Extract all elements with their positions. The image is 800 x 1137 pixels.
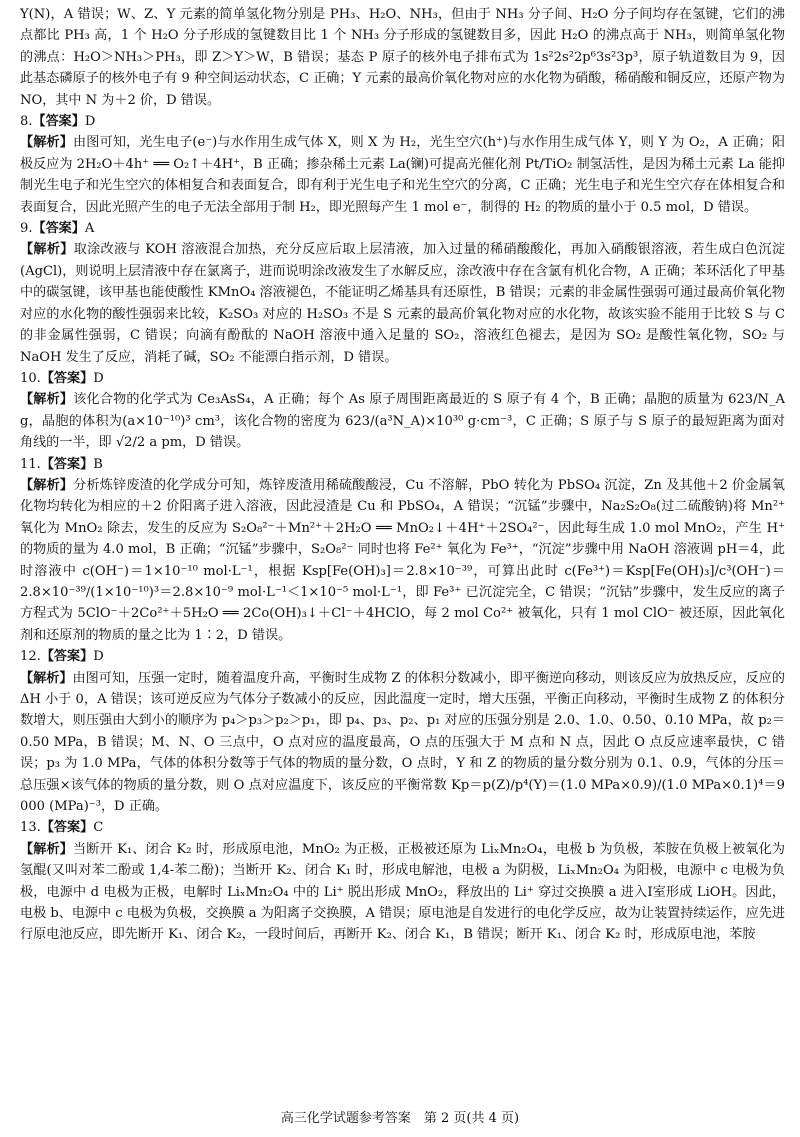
question-number: 10. bbox=[20, 370, 41, 386]
analysis-paragraph bbox=[20, 668, 785, 818]
answer-line bbox=[20, 111, 785, 132]
analysis-paragraph bbox=[20, 132, 785, 218]
analysis-paragraph bbox=[20, 839, 785, 946]
answer-label: 【答案】 bbox=[40, 370, 94, 386]
answer-value: D bbox=[84, 114, 96, 130]
question-number: 9. bbox=[20, 221, 33, 237]
analysis-text: 由图可知，光生电子(e⁻)与水作用生成气体 X，则 X 为 H₂，光生空穴(h⁺)与水作用生成气体 Y，则 Y 为 O₂，A 正确；阳极反应为 2H₂O＋4h⁺ ══ O₂↑＋4H⁺，B 正确；掺杂稀土元素 La(镧)可提高光催化剂 Pt/TiO₂ 制氢活性，是因为稀土元素 La 能抑制光生电子和光生空穴的体相复合和表面复合，即有利于光生电子和光生空穴的分离，C 正确；光生电子和光生空穴存在体相复合和表面复合，因此光照产生的电子无法全部用于制 H₂，即光照每产生 1 mol e⁻，制得的 H₂ 的物质的量小于 0.5 mol，D 错误。 bbox=[20, 135, 786, 215]
answer-value: B bbox=[93, 456, 103, 472]
answer-value: C bbox=[93, 820, 104, 836]
question-number: 8. bbox=[20, 114, 33, 130]
analysis-paragraph bbox=[20, 239, 785, 367]
answer-line bbox=[20, 218, 785, 239]
answer-line bbox=[20, 368, 785, 389]
answer-value: A bbox=[84, 221, 95, 237]
answer-line bbox=[20, 454, 785, 475]
analysis-label: 【解析】 bbox=[20, 841, 74, 857]
answer-label: 【答案】 bbox=[32, 221, 85, 237]
analysis-text: 当断开 K₁、闭合 K₂ 时，形成原电池，MnO₂ 为正极，正极被还原为 LiₓMn₂O₄，电极 b 为负极，苯胺在负极上被氧化为氢醌(又叫对苯二酚或 1,4-苯二酚)；当断开 K₂、闭合 K₁ 时，形成电解池，电极 a 为阴极，LiₓMn₂O₄ 为阳极，电源中 c 电极为负极，电源中 d 电极为正极，电解时 LiₓMn₂O₄ 中的 Li⁺ 脱出形成 MnO₂，释放出的 Li⁺ 穿过交换膜 a 进入Ⅰ室形成 LiOH。因此，电极 b、电源中 c 电极为负极，交换膜 a 为阳离子交换膜，A 错误；原电池是自发进行的电化学反应，故为让装置持续运作，应先进行原电池反应，即先断开 K₁、闭合 K₂，一段时间后，再断开 K₂、闭合 K₁，B 错误；断开 K₁、闭合 K₂ 时，形成原电池，苯胺 bbox=[20, 841, 786, 943]
analysis-text: 由图可知，压强一定时，随着温度升高，平衡时生成物 Z 的体积分数减小，即平衡逆向移动，则该反应为放热反应，反应的 ΔH 小于 0，A 错误；该可逆反应为气体分子数减小的反应，因此温度一定时，增大压强，平衡正向移动，平衡时生成物 Z 的体积分数增大，则压强由大到小的顺序为 p₄＞p₃＞p₂＞p₁，即 p₄、p₃、p₂、p₁ 对应的压强分别是 2.0、1.0、0.50、0.10 MPa，故 p₂＝0.50 MPa，B 错误；M、N、O 三点中，O 点对应的温度最高，O 点的压强大于 M 点和 N 点，因此 O 点反应速率最快，C 错误；p₃ 为 1.0 MPa，气体的体积分数等于气体的物质的量分数，O 点时，Y 和 Z 的物质的量分数分别为 0.1、0.9，气体的分压＝总压强×该气体的物质的量分数，则 O 点对应温度下，该反应的平衡常数 Kp＝p(Z)/p⁴(Y)＝(1.0 MPa×0.9)/(1.0 MPa×0.1)⁴＝9 000 (MPa)⁻³，D 正确。 bbox=[20, 670, 786, 815]
analysis-label: 【解析】 bbox=[20, 392, 74, 408]
answer-label: 【答案】 bbox=[32, 114, 85, 130]
analysis-label: 【解析】 bbox=[20, 242, 74, 258]
document-body bbox=[20, 4, 785, 946]
analysis-paragraph bbox=[20, 389, 785, 453]
analysis-paragraph bbox=[20, 475, 785, 646]
page-footer: 高三化学试题参考答案 第 2 页(共 4 页) bbox=[280, 1111, 520, 1126]
analysis-label: 【解析】 bbox=[20, 477, 74, 493]
answer-value: D bbox=[93, 649, 104, 665]
answer-line bbox=[20, 817, 785, 838]
analysis-text: 该化合物的化学式为 Ce₃AsS₄，A 正确；每个 As 原子周围距离最近的 S 原子有 4 个，B 正确；晶胞的质量为 623/N_A g，晶胞的体积为(a×10⁻¹⁰)³ cm³，该化合物的密度为 623/(a³N_A)×10³⁰ g·cm⁻³，C 正确；S 原子与 S 原子的最短距离为面对角线的一半，即 √2/2 a pm，D 错误。 bbox=[20, 392, 786, 451]
answer-label: 【答案】 bbox=[40, 820, 94, 836]
analysis-text: 取涂改液与 KOH 溶液混合加热，充分反应后取上层清液，加入过量的稀硝酸酸化，再加入硝酸银溶液，若生成白色沉淀(AgCl)，则说明上层清液中存在氯离子，进而说明涂改液发生了水解反应，涂改液中存在含氯有机化合物，A 正确；苯环活化了甲基中的碳氢键，该甲基也能使酸性 KMnO₄ 溶液褪色，不能证明乙烯基具有还原性，B 错误；元素的非金属性强弱可通过最高价氧化物对应的水化物的酸性强弱来比较，K₂SO₃ 对应的 H₂SO₃ 不是 S 元素的最高价氧化物对应的水化物，故该实验不能用于比较 S 与 C 的非金属性强弱，C 错误；向滴有酚酞的 NaOH 溶液中通入足量的 SO₂，溶液红色褪去，是因为 SO₂ 是酸性氧化物，SO₂ 与 NaOH 发生了反应，消耗了碱，SO₂ 不能漂白指示剂，D 错误。 bbox=[20, 242, 786, 365]
paragraph: Y(N)，A 错误；W、Z、Y 元素的简单氢化物分别是 PH₃、H₂O、NH₃，但由于 NH₃ 分子间、H₂O 分子间均存在氢键，它们的沸点都比 PH₃ 高，1 个 H₂O 分子形成的氢键数目比 1 个 NH₃ 分子形成的氢键数目多，因此 H₂O 的沸点高于 NH₃，则简单氢化物的沸点：H₂O＞NH₃＞PH₃，即 Z＞Y＞W，B 错误；基态 P 原子的核外电子排布式为 1s²2s²2p⁶3s²3p³，原子轨道数目为 9，因此基态磷原子的核外电子有 9 种空间运动状态，C 正确；Y 元素的最高价氧化物对应的水化物为硝酸，稀硝酸和铜反应，还原产物为 NO，其中 N 为＋2 价，D 错误。 bbox=[20, 7, 785, 108]
question-number: 13. bbox=[20, 820, 41, 836]
answer-value: D bbox=[93, 370, 104, 386]
question-number: 11. bbox=[20, 456, 41, 472]
answer-label: 【答案】 bbox=[40, 649, 94, 665]
answer-label: 【答案】 bbox=[40, 456, 94, 472]
analysis-label: 【解析】 bbox=[20, 670, 73, 686]
analysis-text: 分析炼锌废渣的化学成分可知，炼锌废渣用稀硫酸酸浸，Cu 不溶解，PbO 转化为 PbSO₄ 沉淀，Zn 及其他＋2 价金属氧化物均转化为相应的＋2 价阳离子进入溶液，因此浸渣是 Cu 和 PbSO₄，A 错误；“沉锰”步骤中，Na₂S₂O₈(过二硫酸钠)将 Mn²⁺ 氧化为 MnO₂ 除去，发生的反应为 S₂O₈²⁻＋Mn²⁺＋2H₂O ══ MnO₂↓＋4H⁺＋2SO₄²⁻，因此每生成 1.0 mol MnO₂，产生 H⁺ 的物质的量为 4.0 mol，B 正确；“沉锰”步骤中，S₂O₈²⁻ 同时也将 Fe²⁺ 氧化为 Fe³⁺，“沉淀”步骤中用 NaOH 溶液调 pH＝4，此时溶液中 c(OH⁻)＝1×10⁻¹⁰ mol·L⁻¹，根据 Ksp[Fe(OH)₃]＝2.8×10⁻³⁹，可算出此时 c(Fe³⁺)＝Ksp[Fe(OH)₃]/c³(OH⁻)＝2.8×10⁻³⁹/(1×10⁻¹⁰)³＝2.8×10⁻⁹ mol·L⁻¹＜1×10⁻⁵ mol·L⁻¹，即 Fe³⁺ 已沉淀完全，C 错误；“沉钴”步骤中，发生反应的离子方程式为 5ClO⁻＋2Co²⁺＋5H₂O ══ 2Co(OH)₃↓＋Cl⁻＋4HClO，每 2 mol Co²⁺ 被氧化，只有 1 mol ClO⁻ 被还原，因此氧化剂和还原剂的物质的量之比为 1∶2，D 错误。 bbox=[20, 477, 786, 643]
question-number: 12. bbox=[20, 649, 41, 665]
answer-line bbox=[20, 646, 785, 667]
analysis-label: 【解析】 bbox=[20, 135, 74, 151]
